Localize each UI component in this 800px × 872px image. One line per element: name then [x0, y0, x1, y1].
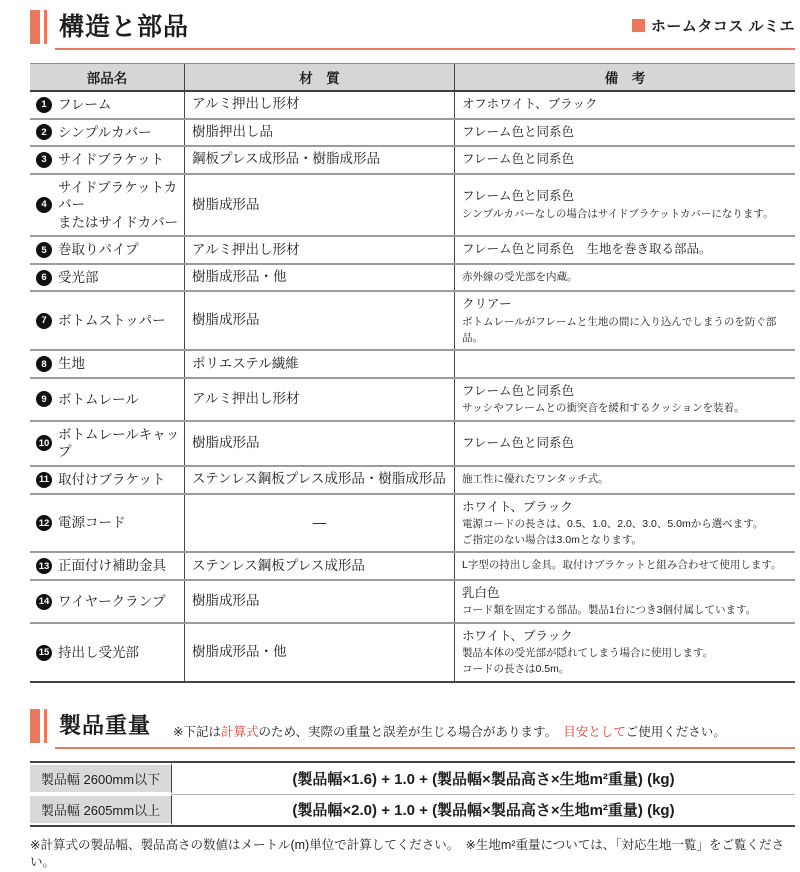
header-part-name: 部品名 — [86, 71, 128, 86]
table-row — [30, 622, 795, 681]
weight-row — [30, 763, 795, 794]
remark-line: フレーム色と同系色 — [462, 124, 575, 139]
remarks-cell — [454, 422, 795, 465]
accent-bars — [30, 10, 47, 44]
part-name: ボトムレールキャップ — [58, 426, 180, 460]
header-material: 材 質 — [184, 64, 454, 90]
part-name: 取付けブラケット — [58, 472, 166, 488]
part-name: 生地 — [58, 356, 85, 372]
remark-line: クリアー — [462, 297, 512, 312]
accent-rule — [55, 747, 795, 749]
table-row — [30, 263, 795, 291]
part-name-cell — [30, 292, 184, 349]
material-cell: ステンレス鋼板プレス成形品・樹脂成形品 — [184, 467, 454, 493]
remark-line: フレーム色と同系色 — [462, 435, 575, 450]
remark-line: フレーム色と同系色 — [462, 383, 575, 398]
part-number-badge: 6 — [36, 270, 52, 286]
remark-line: 赤外線の受光部を内蔵。 — [462, 270, 578, 283]
remark-line: サッシやフレームとの衝突音を緩和するクッションを装着。 — [462, 402, 745, 415]
remarks-cell — [454, 147, 795, 173]
part-name: ワイヤークランプ — [58, 593, 166, 609]
part-number-badge: 10 — [36, 435, 52, 451]
accent-bar-thick — [30, 10, 40, 44]
table-row — [30, 349, 795, 377]
part-name: ボトムストッパー — [58, 313, 166, 329]
part-name: フレーム — [58, 97, 112, 112]
part-number-badge: 11 — [36, 472, 52, 488]
remarks-cell — [454, 581, 795, 622]
remarks-cell — [454, 237, 795, 263]
part-name-cell — [30, 175, 184, 236]
section-structure-header — [30, 10, 795, 44]
part-name: サイドブラケットカバー またはサイドカバー — [58, 179, 179, 230]
note-segment: 計算式 — [221, 724, 259, 739]
remark-line: フレーム色と同系色 生地を巻き取る部品。 — [462, 242, 712, 257]
note-segment: ※下記は — [173, 724, 221, 739]
remark-line: ご指定のない場合は3.0mとなります。 — [462, 533, 643, 546]
remarks-cell — [454, 175, 795, 236]
remark-line: ホワイト、ブラック — [462, 629, 573, 644]
parts-table — [30, 63, 795, 683]
remarks-cell — [454, 379, 795, 420]
remark-line: ボトムレールがフレームと生地の間に入り込んでしまうのを防ぐ部品。 — [462, 315, 777, 344]
remark-line: 施工性に優れたワンタッチ式。 — [462, 472, 609, 485]
table-row — [30, 579, 795, 622]
part-number-badge: 12 — [36, 515, 52, 531]
part-name-cell — [30, 265, 184, 291]
material-cell: 樹脂成形品 — [184, 422, 454, 465]
remarks-cell — [454, 120, 795, 146]
table-row — [30, 551, 795, 579]
part-number-badge: 4 — [36, 197, 52, 213]
remark-line: L字型の持出し金具。取付けブラケットと組み合わせて使用します。 — [462, 559, 782, 572]
remark-line: シンプルカバーなしの場合はサイドブラケットカバーになります。 — [462, 207, 774, 220]
part-number-badge: 2 — [36, 124, 52, 140]
accent-rule — [55, 48, 795, 50]
part-name-cell — [30, 495, 184, 552]
part-number-badge: 13 — [36, 558, 52, 574]
note-segment: のため、実際の重量と誤差が生じる場合があります。 — [258, 724, 564, 739]
table-row — [30, 290, 795, 349]
part-name-cell — [30, 237, 184, 263]
material-cell: 樹脂成形品・他 — [184, 265, 454, 291]
page-title: 構造と部品 — [59, 13, 190, 41]
material-cell: 樹脂押出し品 — [184, 120, 454, 146]
part-number-badge: 3 — [36, 152, 52, 168]
product-label — [632, 15, 795, 36]
material-cell: 樹脂成形品・他 — [184, 624, 454, 681]
material-cell: 鋼板プレス成形品・樹脂成形品 — [184, 147, 454, 173]
material-cell: ― — [184, 495, 454, 552]
weight-table — [30, 761, 795, 827]
weight-section-title: 製品重量 — [59, 712, 152, 738]
remark-line: フレーム色と同系色 — [462, 189, 575, 204]
remark-line: コード類を固定する部品。製品1台につき3個付属しています。 — [462, 604, 757, 617]
remark-line: 乳白色 — [462, 585, 500, 600]
remarks-cell — [454, 351, 795, 377]
part-name: シンプルカバー — [58, 124, 152, 140]
table-row — [30, 377, 795, 420]
header-remarks: 備 考 — [454, 64, 795, 90]
remarks-cell — [454, 553, 795, 579]
part-name: 電源コード — [58, 515, 126, 531]
table-row — [30, 420, 795, 465]
part-name-cell — [30, 581, 184, 622]
weight-condition: 製品幅 2600mm以下 — [30, 763, 172, 794]
part-name: 持出し受光部 — [58, 644, 139, 660]
table-row — [30, 92, 795, 118]
accent-bar-thick — [30, 709, 40, 743]
note-segment: 目安として — [563, 724, 626, 739]
part-name-cell — [30, 120, 184, 146]
remark-line: 電源コードの長さは、0.5、1.0、2.0、3.0、5.0mから選べます。 — [462, 517, 764, 530]
part-name-cell — [30, 624, 184, 681]
part-name: サイドブラケット — [58, 152, 164, 168]
product-name: ホームタコス ルミエ — [650, 18, 795, 35]
remark-line: オフホワイト、ブラック — [462, 97, 598, 112]
weight-section-note — [173, 724, 726, 740]
accent-bar-thin — [44, 709, 47, 743]
part-name-cell — [30, 351, 184, 377]
weight-formula: (製品幅×1.6) + 1.0 + (製品幅×製品高さ×生地m²重量) (kg) — [292, 770, 675, 788]
part-number-badge: 9 — [36, 391, 52, 407]
section-weight-header — [30, 709, 795, 743]
page — [30, 10, 795, 872]
note-segment: ご使用ください。 — [625, 724, 726, 739]
remarks-cell — [454, 495, 795, 552]
parts-table-body — [30, 92, 795, 681]
remarks-cell — [454, 265, 795, 291]
part-name-cell — [30, 92, 184, 118]
remark-line: ホワイト、ブラック — [462, 499, 573, 514]
part-name-cell — [30, 147, 184, 173]
material-cell: アルミ押出し形材 — [184, 379, 454, 420]
part-number-badge: 1 — [36, 97, 52, 113]
material-cell: アルミ押出し形材 — [184, 237, 454, 263]
remarks-cell — [454, 92, 795, 118]
material-cell: アルミ押出し形材 — [184, 92, 454, 118]
accent-bar-thin — [44, 10, 47, 44]
table-row — [30, 118, 795, 146]
part-name-cell — [30, 467, 184, 493]
part-number-badge: 14 — [36, 594, 52, 610]
part-number-badge: 15 — [36, 645, 52, 661]
accent-bars — [30, 709, 47, 743]
part-name-cell — [30, 379, 184, 420]
table-row — [30, 145, 795, 173]
table-row — [30, 465, 795, 493]
material-cell: 樹脂成形品 — [184, 581, 454, 622]
table-row — [30, 235, 795, 263]
remarks-cell — [454, 292, 795, 349]
weight-footnote: ※計算式の製品幅、製品高さの数値はメートル(m)単位で計算してください。 ※生地m²重量については、「対応生地一覧」をご覧ください。 — [30, 837, 785, 870]
remark-line: 製品本体の受光部が隠れてしまう場合に使用します。 — [462, 647, 714, 660]
part-name: ボトムレール — [58, 391, 139, 407]
remark-line: コードの長さは0.5m。 — [462, 663, 570, 676]
part-name-cell — [30, 553, 184, 579]
material-cell: 樹脂成形品 — [184, 292, 454, 349]
part-name: 正面付け補助金具 — [58, 558, 166, 574]
part-name: 受光部 — [58, 269, 99, 285]
weight-condition: 製品幅 2605mm以上 — [30, 794, 172, 825]
table-row — [30, 173, 795, 236]
part-number-badge: 5 — [36, 242, 52, 258]
part-number-badge: 7 — [36, 313, 52, 329]
weight-row — [30, 794, 795, 825]
remark-line: フレーム色と同系色 — [462, 152, 575, 167]
part-name-cell — [30, 422, 184, 465]
remarks-cell — [454, 624, 795, 681]
material-cell: ステンレス鋼板プレス成形品 — [184, 553, 454, 579]
square-bullet-icon — [632, 19, 645, 32]
table-row — [30, 493, 795, 552]
material-cell: ポリエステル繊維 — [184, 351, 454, 377]
remarks-cell — [454, 467, 795, 493]
part-name: 巻取りパイプ — [58, 242, 139, 258]
parts-table-header — [30, 64, 795, 92]
weight-formula: (製品幅×2.0) + 1.0 + (製品幅×製品高さ×生地m²重量) (kg) — [172, 794, 795, 825]
part-number-badge: 8 — [36, 356, 52, 372]
material-cell: 樹脂成形品 — [184, 175, 454, 236]
